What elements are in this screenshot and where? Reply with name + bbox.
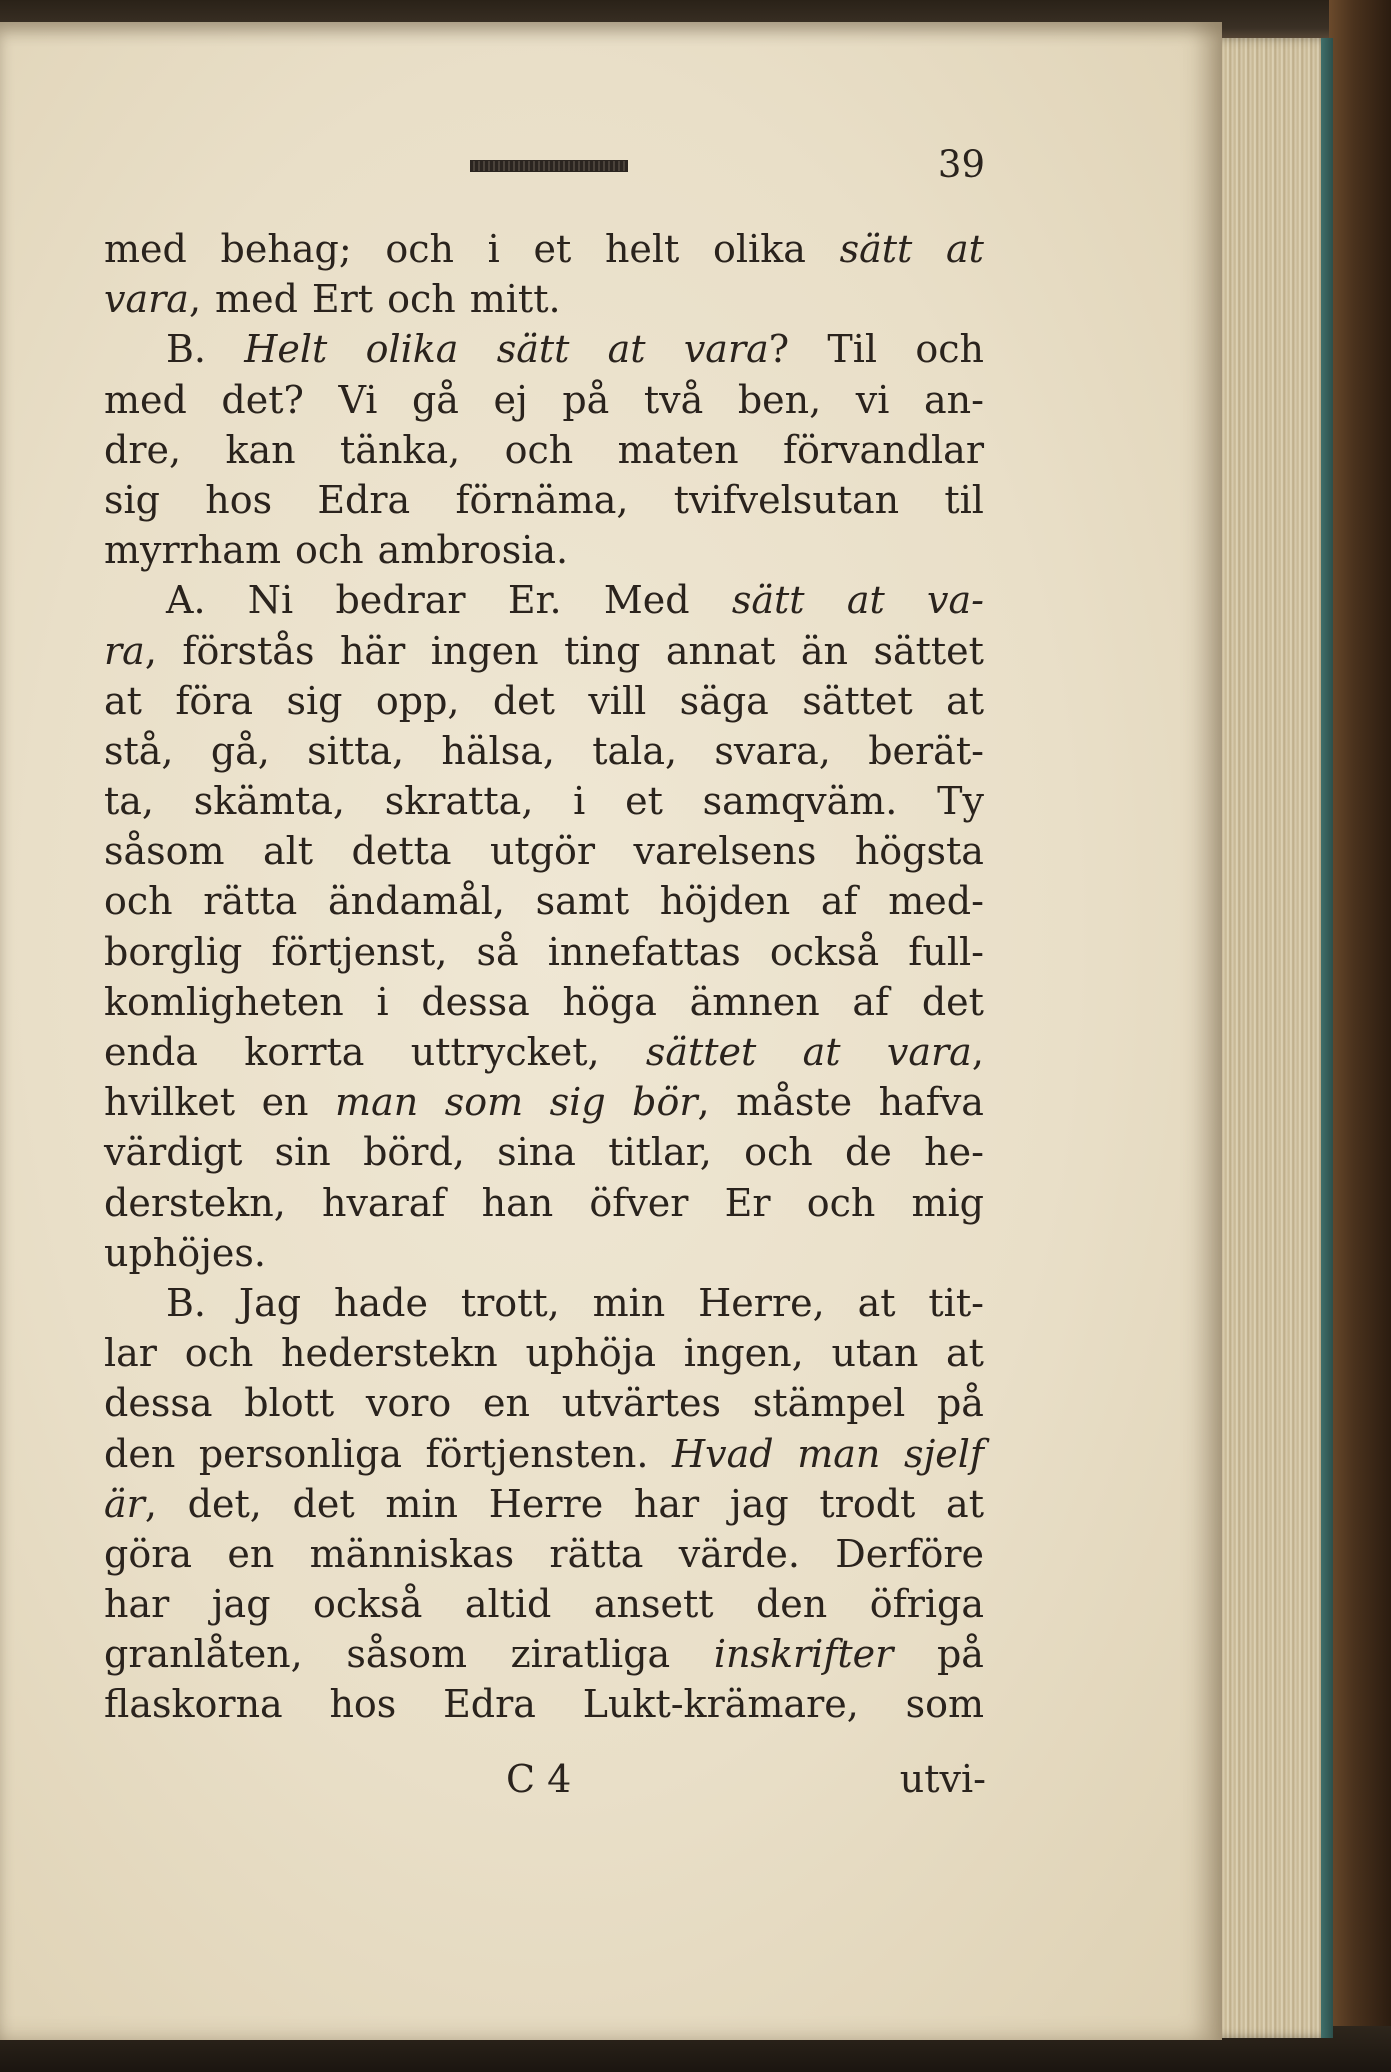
word: lar [104, 1331, 157, 1376]
word: personliga [198, 1431, 402, 1476]
word: förstås [182, 628, 315, 673]
book-cover-right [1329, 0, 1391, 2072]
word: sätt [731, 578, 805, 623]
text-line [104, 776, 984, 826]
word: sättet [645, 1030, 757, 1074]
word: Ert [311, 277, 374, 322]
word: ta, [104, 779, 155, 824]
text-line [104, 1027, 984, 1077]
word: gå, [210, 728, 270, 773]
word: opp, [375, 678, 460, 723]
text-line [104, 1479, 984, 1529]
word: göra [104, 1531, 193, 1576]
text-line [104, 525, 984, 575]
header-ornament [470, 160, 628, 172]
word: höjden [659, 879, 791, 924]
word: et [625, 779, 663, 824]
word: utgör [489, 829, 596, 874]
word: hade [333, 1280, 428, 1325]
text-line [104, 676, 984, 726]
word: dre, [104, 427, 182, 472]
text-line [104, 1679, 984, 1729]
catchword: utvi- [899, 1757, 986, 1801]
word: Med [603, 578, 690, 623]
word: ting [564, 628, 641, 673]
word: sätt [496, 327, 570, 372]
word: B. [166, 1280, 207, 1325]
word: människas [309, 1531, 515, 1576]
word: vara? [683, 327, 790, 372]
word: et [533, 227, 572, 271]
text-line [104, 1529, 984, 1579]
word: förvandlar [782, 427, 984, 472]
word: flaskorna [104, 1682, 283, 1727]
word: öfver [589, 1180, 689, 1225]
word: ra, [104, 628, 157, 673]
page-edges [1205, 38, 1333, 2038]
word: med [215, 277, 298, 322]
word: sig [104, 477, 160, 522]
word: och [744, 1130, 813, 1175]
word: värdigt [104, 1130, 243, 1175]
text-body [104, 224, 984, 1730]
word: vill [588, 678, 647, 723]
word: på [562, 377, 610, 422]
word: gå [411, 377, 459, 422]
word: börd, [363, 1130, 465, 1175]
signature-mark: C 4 [506, 1757, 572, 1801]
word: och [184, 1331, 254, 1376]
word: två [643, 377, 704, 422]
word: och [295, 528, 364, 573]
text-line [104, 1378, 984, 1428]
word: behag; [220, 227, 352, 271]
word: sig [549, 1080, 606, 1125]
edge-band [1321, 38, 1333, 2038]
word: inskrifter [713, 1632, 894, 1677]
word: at [946, 1331, 984, 1376]
word: en [227, 1531, 275, 1576]
word: va- [927, 578, 984, 623]
word: at [857, 1280, 896, 1325]
text-line [104, 274, 984, 324]
word: med [104, 227, 187, 271]
word: hos [205, 477, 273, 522]
text-line [104, 1429, 984, 1479]
word: det [292, 1481, 355, 1526]
text-line [104, 826, 984, 876]
word: skratta, [384, 779, 534, 824]
word: sjelf [903, 1431, 984, 1476]
word: annat [665, 628, 776, 673]
word: stå, [104, 728, 174, 773]
word: utan [831, 1331, 919, 1376]
word: korrta [244, 1030, 365, 1074]
word: at [946, 678, 984, 723]
word: han [481, 1180, 554, 1225]
word: Vi [338, 377, 378, 422]
text-line [104, 224, 984, 274]
word: rätta [549, 1531, 644, 1576]
word: mig [911, 1180, 984, 1225]
word: dessa [104, 1381, 213, 1426]
word: man [335, 1080, 419, 1125]
word: tit- [928, 1280, 984, 1325]
word: bedrar [335, 578, 466, 623]
word: och [915, 327, 984, 372]
text-line [104, 1579, 984, 1629]
word: tvifvelsutan [673, 477, 900, 522]
text-line [104, 1278, 984, 1328]
word: stämpel [752, 1381, 906, 1426]
text-line [104, 626, 984, 676]
word: också [769, 929, 880, 974]
word: rätta [203, 879, 298, 924]
text-line [104, 1629, 984, 1679]
word: säga [679, 678, 769, 723]
text-line [104, 1328, 984, 1378]
word: detta [351, 829, 452, 874]
word: med- [888, 879, 984, 924]
word: också [313, 1582, 423, 1627]
word: höga [562, 979, 657, 1024]
word: med [104, 377, 187, 422]
word: såsom [104, 829, 225, 874]
word: Jag [238, 1280, 302, 1325]
word: mitt. [469, 277, 561, 322]
text-line [104, 575, 984, 625]
text-line [104, 927, 984, 977]
word: och [385, 227, 454, 271]
word: vi [855, 377, 890, 422]
word: och [104, 879, 173, 924]
word: vara, [886, 1030, 984, 1074]
word: sättet [873, 628, 984, 673]
word: varelsens [633, 829, 817, 874]
word: Er [724, 1180, 771, 1225]
word: Herre [488, 1481, 604, 1526]
word: samqväm. [702, 779, 898, 824]
word: det? [221, 377, 304, 422]
word: det, [187, 1481, 262, 1526]
word: den [104, 1431, 176, 1476]
word: måste [736, 1080, 853, 1125]
word: A. [166, 578, 206, 623]
word: trodt [819, 1481, 916, 1526]
word: Derföre [835, 1531, 984, 1576]
word: i [376, 979, 389, 1024]
word: at [846, 578, 885, 623]
word: hvaraf [321, 1180, 446, 1225]
word: på [936, 1381, 984, 1426]
word: at [104, 678, 142, 723]
word: af [852, 979, 890, 1024]
word: och [504, 427, 574, 472]
word: i [487, 227, 500, 271]
word: Edra [443, 1682, 536, 1727]
word: he- [924, 1130, 984, 1175]
word: svara, [714, 728, 831, 773]
text-line [104, 1228, 984, 1278]
text-line [104, 425, 984, 475]
word: ej [493, 377, 528, 422]
word: Ni [247, 578, 294, 623]
word: en [261, 1080, 309, 1125]
text-line [104, 1178, 984, 1228]
word: B. [166, 327, 207, 372]
word: an- [923, 377, 984, 422]
page-footer [506, 1757, 986, 1801]
word: Hvad [672, 1431, 774, 1476]
word: är, [104, 1481, 157, 1526]
word: altid [464, 1582, 552, 1627]
word: myrrham [104, 528, 281, 573]
word: til [944, 477, 984, 522]
word: ingen, [683, 1331, 804, 1376]
word: hvilket [104, 1080, 236, 1125]
word: tala, [592, 728, 678, 773]
word: ben, [737, 377, 822, 422]
word: Ty [937, 779, 984, 824]
word: borglig [104, 929, 243, 974]
word: det [492, 678, 555, 723]
word: de [845, 1130, 892, 1175]
word: berät- [868, 728, 984, 773]
word: ansett [593, 1582, 714, 1627]
word: Til [827, 327, 878, 372]
word: sina [497, 1130, 576, 1175]
word: hos [329, 1682, 397, 1727]
word: föra [175, 678, 254, 723]
word: och [806, 1180, 876, 1225]
word: ambrosia. [377, 528, 569, 573]
text-line [104, 475, 984, 525]
word: hälsa, [441, 728, 555, 773]
word: vara, [104, 277, 202, 322]
word: maten [617, 427, 739, 472]
word: uphöjes. [104, 1230, 267, 1275]
word: tänka, [340, 427, 461, 472]
word: har [104, 1582, 170, 1627]
word: ämnen [689, 979, 820, 1024]
word: olika [713, 227, 806, 271]
word: sättet [802, 678, 913, 723]
word: ändamål, [327, 879, 506, 924]
word: Lukt-krämare, [582, 1682, 859, 1727]
text-line [104, 1077, 984, 1127]
word: samt [535, 879, 630, 924]
text-line [104, 1127, 984, 1177]
word: sitta, [307, 728, 405, 773]
word: granlåten, [104, 1632, 303, 1677]
word: bör, [632, 1080, 710, 1125]
word: öfriga [869, 1582, 984, 1627]
word: så [476, 929, 519, 974]
word: har [633, 1481, 700, 1526]
text-line [104, 876, 984, 926]
page-number: 39 [937, 143, 985, 186]
word: voro [365, 1381, 452, 1426]
word: och [387, 277, 456, 322]
word: än [800, 628, 848, 673]
word: man [797, 1431, 881, 1476]
word: alt [263, 829, 314, 874]
word: helt [604, 227, 680, 271]
word: titlar, [608, 1130, 712, 1175]
word: olika [365, 327, 459, 372]
word: såsom [346, 1632, 467, 1677]
word: jag [211, 1582, 271, 1627]
word: i [573, 779, 586, 824]
word: innefattas [547, 929, 741, 974]
word: utvärtes [561, 1381, 722, 1426]
word: högsta [854, 829, 984, 874]
word: ziratliga [510, 1632, 671, 1677]
word: på [936, 1632, 984, 1677]
word: sig [286, 678, 343, 723]
word: kan [225, 427, 296, 472]
word: uphöja [525, 1331, 657, 1376]
word: värde. [678, 1531, 800, 1576]
word: Edra [317, 477, 411, 522]
word: en [483, 1381, 530, 1426]
word: jag [729, 1481, 789, 1526]
word: at [945, 227, 984, 271]
word: förnäma, [455, 477, 629, 522]
word: hederstekn [281, 1331, 498, 1376]
word: sin [274, 1130, 331, 1175]
word: min [592, 1280, 666, 1325]
word: trott, [460, 1280, 560, 1325]
word: förtjensten. [425, 1431, 649, 1476]
word: full- [908, 929, 984, 974]
word: komligheten [104, 979, 344, 1024]
word: af [820, 879, 858, 924]
text-line [104, 375, 984, 425]
word: enda [104, 1030, 198, 1074]
word: hafva [878, 1080, 984, 1125]
word: uttrycket, [410, 1030, 600, 1074]
word: ingen [430, 628, 539, 673]
word: sätt [839, 227, 913, 271]
word: som [905, 1682, 984, 1727]
word: som [444, 1080, 524, 1125]
word: blott [244, 1381, 335, 1426]
text-line [104, 324, 984, 374]
word: at [802, 1030, 841, 1074]
word: dessa [421, 979, 530, 1024]
text-line [104, 726, 984, 776]
word: här [339, 628, 406, 673]
word: skämta, [193, 779, 346, 824]
word: Er. [507, 578, 562, 623]
word: at [946, 1481, 984, 1526]
text-line [104, 977, 984, 1027]
word: Helt [244, 327, 328, 372]
word: det [921, 979, 984, 1024]
word: derstekn, [104, 1180, 286, 1225]
word: förtjenst, [271, 929, 448, 974]
word: Herre, [698, 1280, 825, 1325]
word: at [607, 327, 646, 372]
word: min [385, 1481, 459, 1526]
word: den [755, 1582, 828, 1627]
